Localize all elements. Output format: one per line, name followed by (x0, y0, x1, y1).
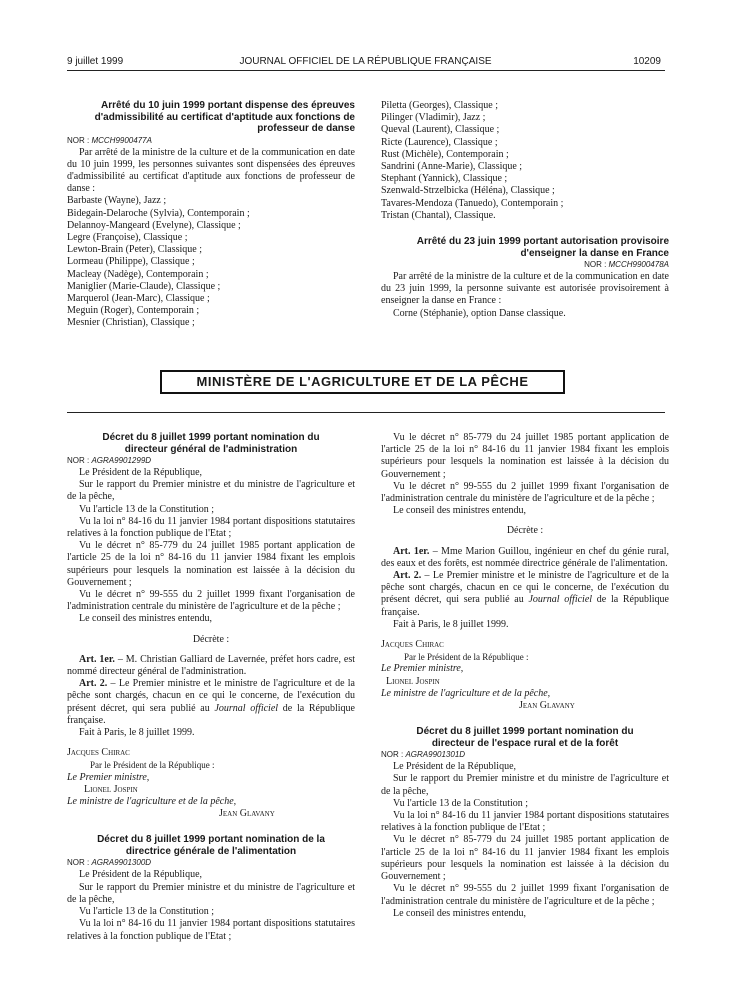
list-item: Queval (Laurent), Classique ; (381, 124, 500, 136)
decret1-vu-loi: Vu la loi n° 84-16 du 11 janvier 1984 portant dispositions statutaires relatives à la fonction publique de l'Etat ; (67, 515, 355, 540)
list-item: Ricte (Laurence), Classique ; (381, 136, 498, 148)
ministry-heading: MINISTÈRE DE L'AGRICULTURE ET DE LA PÊCHE (160, 370, 565, 394)
list-item: Szenwald-Strzelbicka (Héléna), Classique ; (381, 185, 555, 197)
decret2-vu-decret-99: Vu le décret n° 99-555 du 2 juillet 1999 fixant l'organisation de l'administration centrale du ministère de l'agriculture et de la pêche ; (381, 480, 669, 505)
decret1-conseil: Le conseil des ministres entendu, (79, 613, 213, 625)
header-date: 9 juillet 1999 (67, 56, 124, 67)
decret3-conseil: Le conseil des ministres entendu, (393, 907, 527, 919)
list-item: Maniglier (Marie-Claude), Classique ; (67, 280, 221, 292)
decret2-rapport: Sur le rapport du Premier ministre et du ministre de l'agriculture et de la pêche, (67, 881, 355, 905)
decret2-article-2: Art. 2. – Le Premier ministre et le ministre de l'agriculture et de la pêche sont chargés, chacun en ce qui le concerne, de l'exécution du présent décret, qui sera publié au Journal officiel de la République française. (381, 570, 669, 618)
decret2-premier-ministre: Le Premier ministre, (381, 663, 464, 675)
decret1-decrete: Décrète : (192, 633, 230, 645)
decret2-par-president: Par le Président de la République : (404, 652, 529, 663)
header-rule (67, 70, 665, 71)
decret2-article-1: Art. 1er. – Mme Marion Guillou, ingénieur en chef du génie rural, des eaux et des forêts, est nommée directrice générale de l'alimentation. (381, 545, 670, 569)
top-right-column (381, 100, 669, 320)
decret2-decrete: Décrète : (506, 525, 544, 537)
list-item: Barbaste (Wayne), Jazz ; (67, 195, 167, 207)
arrete-danse-nor: NOR : MCCH9900477A (67, 135, 152, 145)
decret1-title: Décret du 8 juillet 1999 portant nomination du directeur général de l'administration (102, 432, 320, 455)
decret3-title: Décret du 8 juillet 1999 portant nomination du directeur de l'espace rural et de la forêt (416, 726, 634, 749)
header-page-number: 10209 (633, 56, 661, 67)
decret1-vu-constitution: Vu l'article 13 de la Constitution ; (79, 503, 215, 515)
section-rule (67, 412, 665, 413)
decret2-signature-glavany: Jean Glavany (519, 700, 575, 712)
decret2-fait: Fait à Paris, le 8 juillet 1999. (393, 618, 509, 630)
decret2-president: Le Président de la République, (79, 869, 203, 881)
arrete-danse-section (67, 100, 355, 330)
list-item: Rust (Michèle), Contemporain ; (381, 148, 509, 160)
decret2-signature-chirac: Jacques Chirac (381, 639, 444, 651)
list-item: Bidegain-Delaroche (Sylvia), Contemporain ; (67, 207, 250, 219)
decret1-rapport: Sur le rapport du Premier ministre et du ministre de l'agriculture et de la pêche, (67, 479, 355, 503)
decret3-president: Le Président de la République, (393, 761, 517, 773)
list-item: Macleay (Nadège), Contemporain ; (67, 268, 209, 280)
arrete-autorisation-intro: Par arrêté de la ministre de la culture et de la communication en date du 23 juin 1999, la personne suivante est autorisée provisoirement à enseigner la danse en France : (381, 271, 669, 307)
decret2-title: Décret du 8 juillet 1999 portant nomination de la directrice générale de l'alimentation (97, 834, 325, 857)
decret1-premier-ministre: Le Premier ministre, (67, 771, 150, 783)
decret1-ministre-agri: Le ministre de l'agriculture et de la pêche, (67, 796, 237, 808)
list-item: Lewton-Brain (Peter), Classique ; (67, 244, 202, 256)
list-item: Stephant (Yannick), Classique ; (381, 173, 508, 185)
list-item: Marquerol (Jean-Marc), Classique ; (67, 292, 210, 304)
list-item: Sandrini (Anne-Marie), Classique ; (381, 161, 523, 173)
decret2-vu-decret-85: Vu le décret n° 85-779 du 24 juillet 1985 portant application de l'article 25 de la loi n° 84-16 du 11 janvier 1984 fixant les emplois supérieurs pour lesquels la nomination est laissée à la décision du Gouvernement ; (381, 432, 669, 480)
decret1-par-president: Par le Président de la République : (90, 760, 215, 771)
header-journal-title: JOURNAL OFFICIEL DE LA RÉPUBLIQUE FRANÇAISE (239, 56, 492, 67)
decret2-ministre-agri: Le ministre de l'agriculture et de la pêche, (381, 687, 551, 699)
arrete-danse-intro: Par arrêté de la ministre de la culture et de la communication en date du 10 juin 1999, les personnes suivantes sont dispensées des épreuves d'admissibilité au certificat d'aptitude aux fonctions de professeur de danse : (67, 146, 355, 195)
decret2-vu-constitution: Vu l'article 13 de la Constitution ; (79, 906, 215, 918)
decret1-vu-decret-85: Vu le décret n° 85-779 du 24 juillet 1985 portant application de l'article 25 de la loi n° 84-16 du 11 janvier 1984 fixant les emplois supérieurs pour lesquels la nomination est laissée à la décision du Gouvernement ; (67, 540, 355, 588)
decret1-signature-glavany: Jean Glavany (219, 808, 275, 820)
arrete-autorisation-title: Arrêté du 23 juin 1999 portant autorisation provisoire d'enseigner la danse en France (416, 236, 669, 259)
list-item: Pilinger (Vladimir), Jazz ; (381, 112, 486, 124)
decret1-signature-jospin: Lionel Jospin (84, 783, 138, 795)
bottom-right-column (381, 432, 669, 920)
list-item: Tristan (Chantal), Classique. (381, 209, 496, 221)
list-item: Legre (Françoise), Classique ; (67, 231, 188, 243)
decret1-president: Le Président de la République, (79, 467, 203, 478)
decret3-vu-loi: Vu la loi n° 84-16 du 11 janvier 1984 portant dispositions statutaires relatives à la fonction publique de l'Etat ; (381, 810, 669, 834)
arrete-autorisation-nor: NOR : MCCH9900478A (584, 260, 669, 270)
decret1-nor: NOR : AGRA9901299D (67, 456, 152, 465)
people-list-right (381, 100, 669, 222)
list-item: Piletta (Georges), Classique ; (381, 100, 499, 111)
list-item: Meguin (Roger), Contemporain ; (67, 305, 200, 317)
decret1-fait: Fait à Paris, le 8 juillet 1999. (79, 727, 195, 739)
decret3-vu-constitution: Vu l'article 13 de la Constitution ; (393, 797, 529, 809)
decret2-nor: NOR : AGRA9901300D (67, 858, 152, 868)
decret1-article-1: Art. 1er. – M. Christian Galliard de Lavernée, préfet hors cadre, est nommé directeur général de l'administration. (67, 653, 355, 678)
decret3-rapport: Sur le rapport du Premier ministre et du ministre de l'agriculture et de la pêche, (381, 773, 669, 797)
decret3-vu-decret-85: Vu le décret n° 85-779 du 24 juillet 1985 portant application de l'article 25 de la loi n° 84-16 du 11 janvier 1984 fixant les emplois supérieurs pour lesquels la nomination est laissée à la décision du Gouvernement ; (381, 834, 669, 883)
decret2-conseil: Le conseil des ministres entendu, (393, 505, 527, 517)
decret2-signature-jospin: Lionel Jospin (386, 675, 440, 687)
list-item: Lormeau (Philippe), Classique ; (67, 256, 195, 268)
decret3-vu-decret-99: Vu le décret n° 99-555 du 2 juillet 1999 fixant l'organisation de l'administration centrale du ministère de l'agriculture et de la pêche ; (381, 883, 669, 907)
decret2-vu-loi: Vu la loi n° 84-16 du 11 janvier 1984 portant dispositions statutaires relatives à la fonction publique de l'Etat ; (67, 918, 355, 942)
decret1-article-2: Art. 2. – Le Premier ministre et le ministre de l'agriculture et de la pêche sont chargés, chacun en ce qui le concerne, de l'exécution du présent décret, qui sera publié au Journal officiel de la République française. (67, 678, 355, 726)
list-item: Mesnier (Christian), Classique ; (67, 317, 195, 329)
decret3-nor: NOR : AGRA9901301D (381, 750, 466, 760)
list-item: Tavares-Mendoza (Tanuedo), Contemporain ; (381, 197, 564, 209)
decret1-signature-chirac: Jacques Chirac (67, 747, 130, 759)
arrete-autorisation-person: Corne (Stéphanie), option Danse classique. (393, 307, 566, 319)
list-item: Delannoy-Mangeard (Evelyne), Classique ; (67, 219, 241, 231)
decret1-vu-decret-99: Vu le décret n° 99-555 du 2 juillet 1999 fixant l'organisation de l'administration centrale du ministère de l'agriculture et de la pêche ; (67, 589, 355, 613)
people-list-left (67, 195, 355, 329)
arrete-danse-title: Arrêté du 10 juin 1999 portant dispense des épreuves d'admissibilité au certificat d'aptitude aux fonctions de professeur de danse (94, 100, 355, 134)
decret1-section (67, 432, 355, 943)
